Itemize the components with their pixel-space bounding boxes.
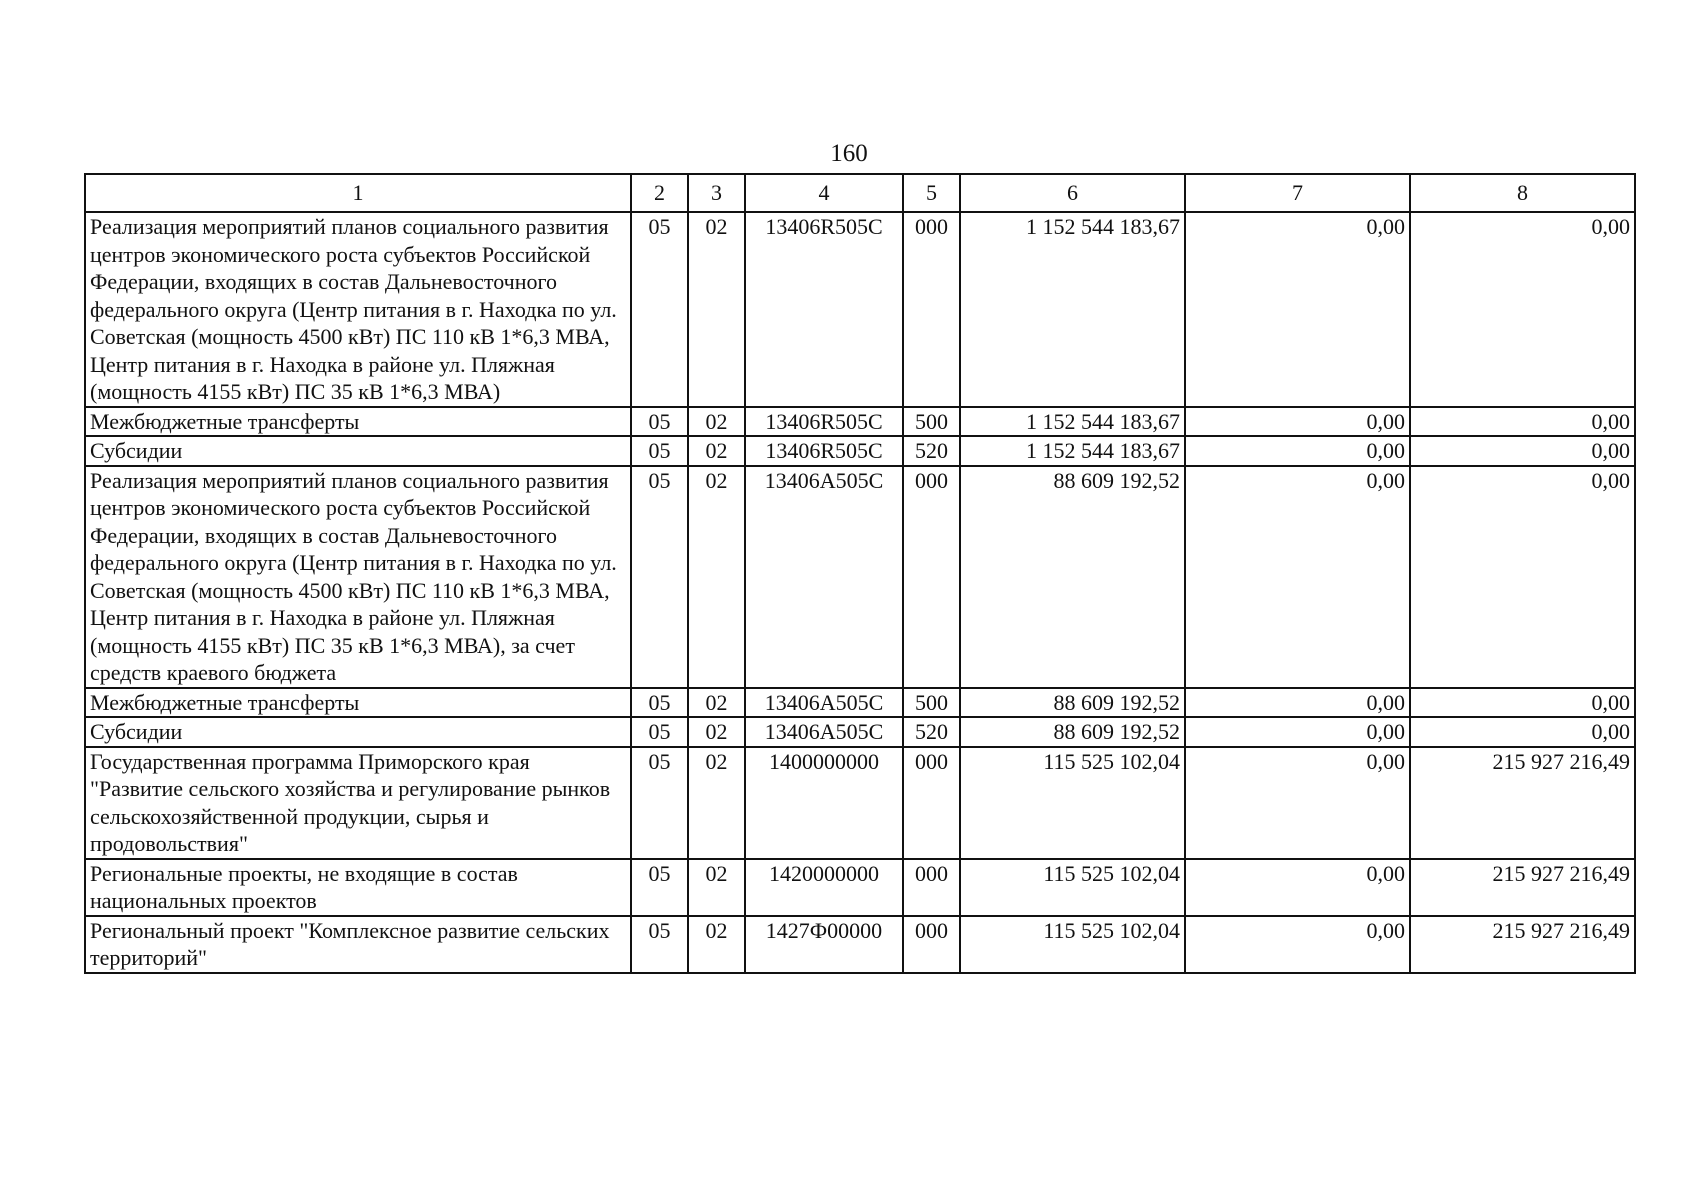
item-name: Субсидии <box>85 717 631 747</box>
amount-col8: 0,00 <box>1410 466 1635 688</box>
subsection-code: 02 <box>688 688 745 718</box>
expense-type-code: 000 <box>903 466 960 688</box>
table-row <box>85 466 1635 688</box>
amount-col8: 215 927 216,49 <box>1410 747 1635 859</box>
subsection-code: 02 <box>688 747 745 859</box>
table-row <box>85 717 1635 747</box>
section-code: 05 <box>631 436 688 466</box>
column-header: 1 <box>85 174 631 212</box>
amount-col8: 215 927 216,49 <box>1410 916 1635 973</box>
amount-col8: 0,00 <box>1410 688 1635 718</box>
header-row <box>85 174 1635 212</box>
table-row <box>85 688 1635 718</box>
expense-type-code: 520 <box>903 717 960 747</box>
subsection-code: 02 <box>688 212 745 407</box>
section-code: 05 <box>631 407 688 437</box>
amount-col7: 0,00 <box>1185 747 1410 859</box>
expense-type-code: 000 <box>903 916 960 973</box>
section-code: 05 <box>631 688 688 718</box>
amount-col6: 1 152 544 183,67 <box>960 436 1185 466</box>
section-code: 05 <box>631 212 688 407</box>
table-row <box>85 407 1635 437</box>
target-article-code: 13406A505C <box>745 717 903 747</box>
section-code: 05 <box>631 747 688 859</box>
section-code: 05 <box>631 466 688 688</box>
item-name: Субсидии <box>85 436 631 466</box>
target-article-code: 1400000000 <box>745 747 903 859</box>
expense-type-code: 500 <box>903 407 960 437</box>
amount-col7: 0,00 <box>1185 916 1410 973</box>
amount-col6: 115 525 102,04 <box>960 859 1185 916</box>
expense-type-code: 000 <box>903 859 960 916</box>
column-header: 7 <box>1185 174 1410 212</box>
subsection-code: 02 <box>688 717 745 747</box>
amount-col8: 0,00 <box>1410 717 1635 747</box>
amount-col6: 1 152 544 183,67 <box>960 212 1185 407</box>
item-name: Межбюджетные трансферты <box>85 688 631 718</box>
target-article-code: 1427Ф00000 <box>745 916 903 973</box>
target-article-code: 1420000000 <box>745 859 903 916</box>
column-header: 4 <box>745 174 903 212</box>
target-article-code: 13406A505C <box>745 466 903 688</box>
table-row <box>85 916 1635 973</box>
column-header: 8 <box>1410 174 1635 212</box>
amount-col7: 0,00 <box>1185 859 1410 916</box>
amount-col8: 0,00 <box>1410 212 1635 407</box>
expense-type-code: 520 <box>903 436 960 466</box>
amount-col8: 0,00 <box>1410 436 1635 466</box>
column-header: 5 <box>903 174 960 212</box>
amount-col7: 0,00 <box>1185 436 1410 466</box>
amount-col7: 0,00 <box>1185 212 1410 407</box>
amount-col6: 88 609 192,52 <box>960 717 1185 747</box>
target-article-code: 13406R505C <box>745 436 903 466</box>
expense-type-code: 500 <box>903 688 960 718</box>
section-code: 05 <box>631 916 688 973</box>
amount-col7: 0,00 <box>1185 717 1410 747</box>
amount-col6: 1 152 544 183,67 <box>960 407 1185 437</box>
column-header: 3 <box>688 174 745 212</box>
page-number: 160 <box>830 140 868 167</box>
amount-col8: 0,00 <box>1410 407 1635 437</box>
section-code: 05 <box>631 859 688 916</box>
amount-col7: 0,00 <box>1185 466 1410 688</box>
expense-type-code: 000 <box>903 747 960 859</box>
subsection-code: 02 <box>688 859 745 916</box>
target-article-code: 13406A505C <box>745 688 903 718</box>
budget-table <box>84 173 1636 974</box>
table-row <box>85 859 1635 916</box>
subsection-code: 02 <box>688 407 745 437</box>
column-header: 6 <box>960 174 1185 212</box>
amount-col7: 0,00 <box>1185 688 1410 718</box>
expense-type-code: 000 <box>903 212 960 407</box>
table-row <box>85 212 1635 407</box>
amount-col7: 0,00 <box>1185 407 1410 437</box>
target-article-code: 13406R505C <box>745 407 903 437</box>
item-name: Региональные проекты, не входящие в состав национальных проектов <box>85 859 631 916</box>
item-name: Межбюджетные трансферты <box>85 407 631 437</box>
amount-col8: 215 927 216,49 <box>1410 859 1635 916</box>
item-name: Государственная программа Приморского края "Развитие сельского хозяйства и регулирование рынков сельскохозяйственной продукции, сырья и продовольствия" <box>85 747 631 859</box>
item-name: Реализация мероприятий планов социального развития центров экономического роста субъектов Российской Федерации, входящих в состав Дальневосточного федерального округа (Центр питания в г. Находка по ул. Советская (мощность 4500 кВт) ПС 110 кВ 1*6,3 МВА, Центр питания в г. Находка в районе ул. Пляжная (мощность 4155 кВт) ПС 35 кВ 1*6,3 МВА), за счет средств краевого бюджета <box>85 466 631 688</box>
subsection-code: 02 <box>688 916 745 973</box>
table-row <box>85 747 1635 859</box>
amount-col6: 115 525 102,04 <box>960 916 1185 973</box>
item-name: Реализация мероприятий планов социального развития центров экономического роста субъектов Российской Федерации, входящих в состав Дальневосточного федерального округа (Центр питания в г. Находка по ул. Советская (мощность 4500 кВт) ПС 110 кВ 1*6,3 МВА, Центр питания в г. Находка в районе ул. Пляжная (мощность 4155 кВт) ПС 35 кВ 1*6,3 МВА) <box>85 212 631 407</box>
item-name: Региональный проект "Комплексное развитие сельских территорий" <box>85 916 631 973</box>
amount-col6: 88 609 192,52 <box>960 466 1185 688</box>
subsection-code: 02 <box>688 466 745 688</box>
target-article-code: 13406R505C <box>745 212 903 407</box>
section-code: 05 <box>631 717 688 747</box>
column-header: 2 <box>631 174 688 212</box>
amount-col6: 88 609 192,52 <box>960 688 1185 718</box>
subsection-code: 02 <box>688 436 745 466</box>
amount-col6: 115 525 102,04 <box>960 747 1185 859</box>
table-row <box>85 436 1635 466</box>
